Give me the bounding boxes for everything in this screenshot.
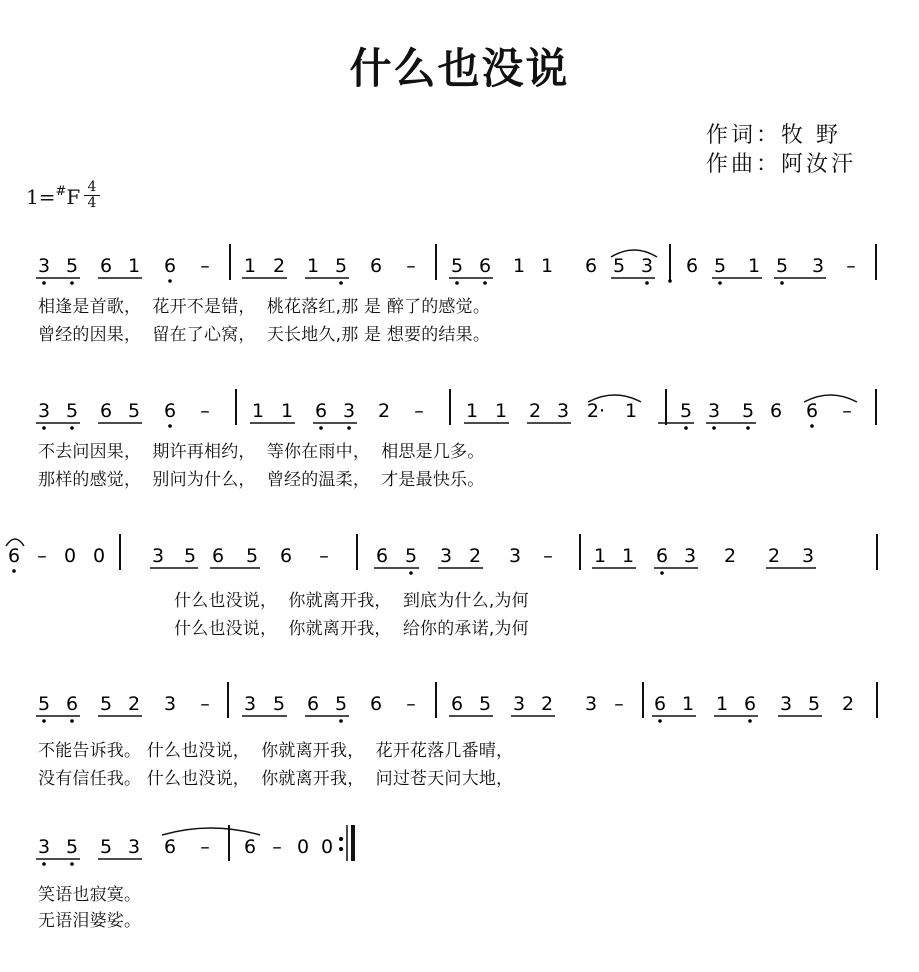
note: 6 — [450, 693, 464, 715]
lyric-row2-verse2: 那样的感觉， 别问为什么， 曾经的温柔， 才是最快乐。 — [38, 470, 485, 490]
octave-dot — [12, 569, 16, 573]
note: 6 — [279, 545, 293, 567]
note: 0 — [296, 836, 310, 858]
note: 6 — [211, 545, 225, 567]
note: 5 — [612, 255, 626, 277]
octave-dot — [712, 426, 716, 430]
dash-mark: – — [846, 255, 856, 277]
lyric-row4-verse1: 不能告诉我。 什么也没说， 你就离开我， 花开花落几番晴， — [38, 741, 514, 761]
octave-dot — [409, 571, 413, 575]
note: 6 — [163, 836, 177, 858]
note: 5 — [99, 693, 113, 715]
lyricist-credit: 作词：牧 野 — [706, 123, 841, 148]
note: 6 — [685, 255, 699, 277]
octave-dot — [660, 571, 664, 575]
octave-dot — [684, 426, 688, 430]
note: 2 — [841, 693, 855, 715]
note: 3 — [37, 836, 51, 858]
note: 3 — [127, 836, 141, 858]
note: 6 — [769, 400, 783, 422]
note: 6 — [478, 255, 492, 277]
note: 6 — [7, 545, 21, 567]
note: 0 — [92, 545, 106, 567]
octave-dot — [645, 281, 649, 285]
note: 6 — [163, 255, 177, 277]
note: 5 — [245, 545, 259, 567]
octave-dot — [718, 281, 722, 285]
note: 3 — [801, 545, 815, 567]
note: 2· — [586, 400, 606, 422]
note: 0 — [63, 545, 77, 567]
note: 6 — [369, 255, 383, 277]
lyric-row3-verse1: 什么也没说， 你就离开我， 到底为什么,为何 — [174, 591, 529, 611]
note: 2 — [377, 400, 391, 422]
dash-mark: – — [406, 693, 416, 715]
note: 3 — [584, 693, 598, 715]
note: 5 — [127, 400, 141, 422]
note: 3 — [37, 255, 51, 277]
note: 5 — [334, 693, 348, 715]
note: 5 — [65, 836, 79, 858]
octave-dot — [70, 719, 74, 723]
note: 6 — [99, 255, 113, 277]
song-title: 什么也没说 — [349, 44, 570, 93]
note: 1 — [280, 400, 294, 422]
note: 6 — [584, 255, 598, 277]
lyric-row4-verse2: 没有信任我。 什么也没说， 你就离开我， 问过苍天问大地， — [38, 769, 514, 789]
note: 2 — [723, 545, 737, 567]
dash-mark: – — [543, 545, 553, 567]
octave-dot — [70, 281, 74, 285]
note: 6 — [375, 545, 389, 567]
note: 6 — [805, 400, 819, 422]
note: 5 — [183, 545, 197, 567]
octave-dot — [483, 281, 487, 285]
dash-mark: – — [406, 255, 416, 277]
note: 1 — [306, 255, 320, 277]
repeat-dot — [339, 837, 343, 841]
note: 3 — [151, 545, 165, 567]
note: 5 — [679, 400, 693, 422]
note: 5 — [65, 400, 79, 422]
octave-dot — [319, 426, 323, 430]
octave-dot — [347, 426, 351, 430]
note: 5 — [775, 255, 789, 277]
tie-arc — [162, 828, 260, 835]
note: 2 — [127, 693, 141, 715]
octave-dot — [658, 719, 662, 723]
dash-mark: – — [200, 836, 210, 858]
note: 1 — [494, 400, 508, 422]
note: 2 — [528, 400, 542, 422]
note: 1 — [624, 400, 638, 422]
octave-dot — [780, 281, 784, 285]
dash-mark: – — [319, 545, 329, 567]
lyric-row2-verse1: 不去问因果， 期许再相约， 等你在雨中， 相思是几多。 — [38, 442, 485, 462]
note: 3 — [779, 693, 793, 715]
note: 6 — [99, 400, 113, 422]
note: 5 — [713, 255, 727, 277]
time-signature: 4 4 — [84, 180, 100, 211]
note: 5 — [65, 255, 79, 277]
note: 0 — [320, 836, 334, 858]
note: 1 — [593, 545, 607, 567]
octave-dot — [668, 279, 672, 283]
octave-dot — [746, 426, 750, 430]
note: 1 — [621, 545, 635, 567]
note: 6 — [743, 693, 757, 715]
note: 5 — [99, 836, 113, 858]
lyric-row5-verse1: 笑语也寂寞。 — [38, 885, 142, 905]
note: 2 — [767, 545, 781, 567]
note: 1 — [512, 255, 526, 277]
note: 1 — [540, 255, 554, 277]
note: 3 — [37, 400, 51, 422]
lyric-row1-verse1: 相逢是首歌， 花开不是错， 桃花落红,那 是 醉了的感觉。 — [38, 297, 491, 317]
note: 6 — [369, 693, 383, 715]
note: 6 — [653, 693, 667, 715]
dash-mark: – — [614, 693, 624, 715]
octave-dot — [168, 424, 172, 428]
note: 2 — [468, 545, 482, 567]
octave-dot — [42, 281, 46, 285]
octave-dot — [168, 279, 172, 283]
octave-dot — [748, 719, 752, 723]
note: 5 — [272, 693, 286, 715]
note: 3 — [243, 693, 257, 715]
note: 2 — [272, 255, 286, 277]
dash-mark: – — [200, 400, 210, 422]
note: 5 — [741, 400, 755, 422]
octave-dot — [339, 719, 343, 723]
note: 1 — [465, 400, 479, 422]
octave-dot — [455, 281, 459, 285]
dash-mark: – — [842, 400, 852, 422]
note: 1 — [681, 693, 695, 715]
repeat-dot — [339, 847, 343, 851]
note: 6 — [655, 545, 669, 567]
note: 6 — [306, 693, 320, 715]
dash-mark: – — [37, 545, 47, 567]
octave-dot — [42, 426, 46, 430]
note: 1 — [715, 693, 729, 715]
octave-dot — [42, 862, 46, 866]
note: 3 — [707, 400, 721, 422]
note: 3 — [811, 255, 825, 277]
note: 1 — [243, 255, 257, 277]
note: 5 — [807, 693, 821, 715]
note: 3 — [163, 693, 177, 715]
note: 6 — [243, 836, 257, 858]
lyric-row5-verse2: 无语泪婆娑。 — [38, 911, 142, 931]
octave-dot — [42, 719, 46, 723]
note: 3 — [683, 545, 697, 567]
dash-mark: – — [272, 836, 282, 858]
lyric-row1-verse2: 曾经的因果， 留在了心窝， 天长地久,那 是 想要的结果。 — [38, 325, 491, 345]
note: 3 — [439, 545, 453, 567]
note: 6 — [163, 400, 177, 422]
note: 3 — [640, 255, 654, 277]
note: 5 — [478, 693, 492, 715]
note: 3 — [556, 400, 570, 422]
note: 1 — [127, 255, 141, 277]
octave-dot — [70, 426, 74, 430]
octave-dot — [70, 862, 74, 866]
key-signature: 1=#F — [26, 184, 81, 209]
note: 2 — [540, 693, 554, 715]
octave-dot — [339, 281, 343, 285]
lyric-row3-verse2: 什么也没说， 你就离开我， 给你的承诺,为何 — [174, 619, 529, 639]
note: 6 — [65, 693, 79, 715]
note: 5 — [450, 255, 464, 277]
octave-dot — [810, 424, 814, 428]
note: 3 — [508, 545, 522, 567]
dash-mark: – — [200, 693, 210, 715]
dash-mark: – — [200, 255, 210, 277]
note: 1 — [251, 400, 265, 422]
note: 3 — [342, 400, 356, 422]
note: 1 — [747, 255, 761, 277]
note: 5 — [37, 693, 51, 715]
composer-credit: 作曲：阿汝汗 — [706, 152, 857, 177]
note: 5 — [334, 255, 348, 277]
note: 5 — [404, 545, 418, 567]
note: 6 — [314, 400, 328, 422]
dash-mark: – — [414, 400, 424, 422]
note: 3 — [512, 693, 526, 715]
